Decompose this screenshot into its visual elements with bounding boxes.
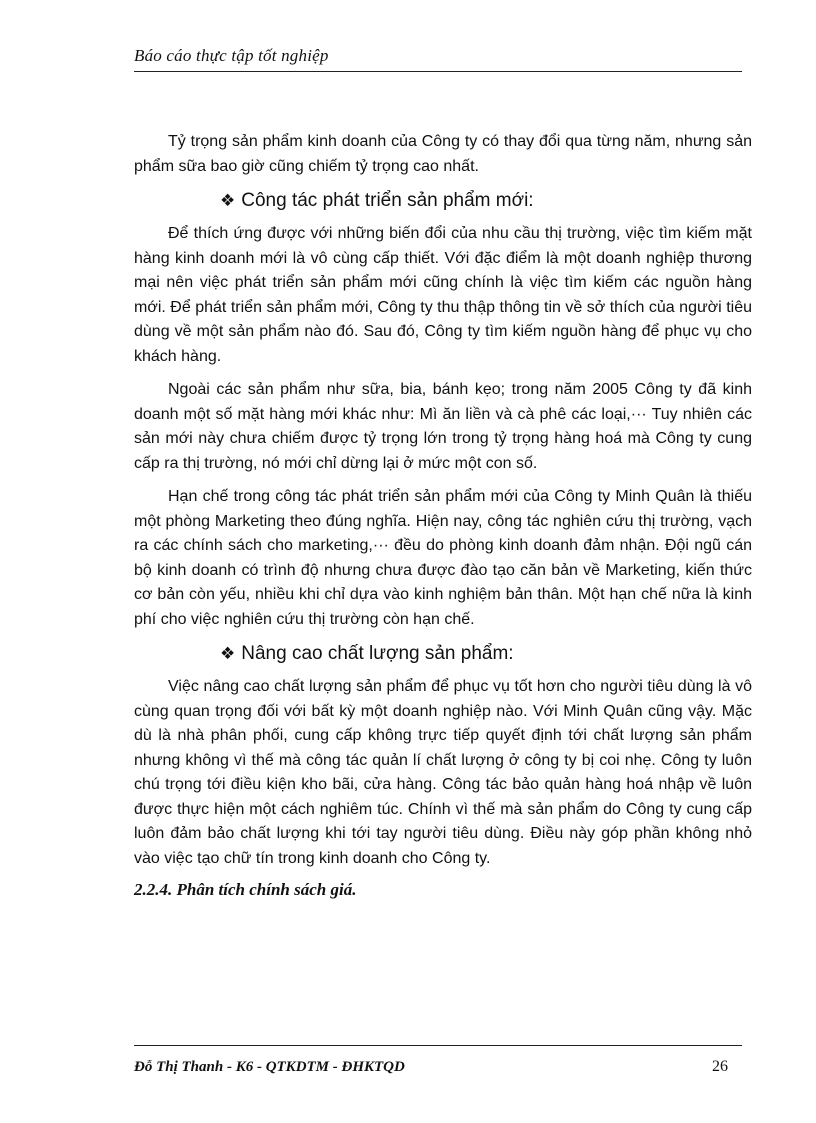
page-header-title: Báo cáo thực tập tốt nghiệp [134,46,329,65]
footer-divider [134,1045,742,1046]
diamond-bullet-icon: ❖ [220,644,236,664]
page-body [134,130,752,900]
heading-new-product-development [220,188,752,214]
section-heading-pricing: 2.2.4. Phân tích chính sách giá. [134,880,357,899]
paragraph-product-share: Tỷ trọng sản phẩm kinh doanh của Công ty có thay đổi qua từng năm, nhưng sản phẩm sữa bao giờ cũng chiếm tỷ trọng cao nhất. [134,133,752,175]
diamond-bullet-icon: ❖ [220,191,236,211]
paragraph-market-adaptation: Để thích ứng được với những biến đổi của nhu cầu thị trường, việc tìm kiếm mặt hàng kinh doanh mới là vô cùng cấp thiết. Với đặc điểm là một doanh nghiệp thương mại nên việc phát triển sản phẩm mới cũng chính là việc tìm kiếm các nguồn hàng mới. Để phát triển sản phẩm mới, Công ty thu thập thông tin về sở thích của người tiêu dùng về một sản phẩm nào đó. Sau đó, Công ty tìm kiếm nguồn hàng để phục vụ cho khách hàng. [134,225,752,365]
heading-text: Công tác phát triển sản phẩm mới: [241,190,534,211]
page-number: 26 [712,1058,728,1075]
paragraph-new-products: Ngoài các sản phẩm như sữa, bia, bánh kẹo; trong năm 2005 Công ty đã kinh doanh một số mặt hàng mới khác như: Mì ăn liền và cà phê các loại,··· Tuy nhiên các sản mới này chưa chiếm được tỷ trọng lớn trong tỷ trọng hàng hoá mà Công ty cung cấp ra thị trường, nó mới chỉ dừng lại ở mức một con số. [134,381,752,472]
paragraph-limitations: Hạn chế trong công tác phát triển sản phẩm mới của Công ty Minh Quân là thiếu một phòng Marketing theo đúng nghĩa. Hiện nay, công tác nghiên cứu thị trường, vạch ra các chính sách cho marketing,··· đều do phòng kinh doanh đảm nhận. Đội ngũ cán bộ kinh doanh có trình độ nhưng chưa được đào tạo căn bản về Marketing, kiến thức cơ bản còn yếu, nhiều khi chỉ dựa vào kinh nghiệm bản thân. Một hạn chế nữa là kinh phí cho việc nghiên cứu thị trường còn hạn chế. [134,488,752,628]
paragraph-quality: Việc nâng cao chất lượng sản phẩm để phục vụ tốt hơn cho người tiêu dùng là vô cùng quan trọng đối với bất kỳ một doanh nghiệp nào. Với Minh Quân cũng vậy. Mặc dù là nhà phân phối, cung cấp không trực tiếp quyết định tới chất lượng sản phẩm nhưng không vì thế mà công tác quản lí chất lượng ở công ty bị coi nhẹ. Công ty luôn chú trọng tới điều kiện kho bãi, cửa hàng. Công tác bảo quản hàng hoá nhập về luôn được thực hiện một cách nghiêm túc. Chính vì thế mà sản phẩm do Công ty cung cấp luôn đảm bảo chất lượng khi tới tay người tiêu dùng. Điều này góp phần không nhỏ vào việc tạo chữ tín trong kinh doanh cho Công ty. [134,678,752,867]
header-divider [134,71,742,72]
footer-author: Đỗ Thị Thanh - K6 - QTKDTM - ĐHKTQD [134,1059,405,1075]
heading-quality-improvement [220,641,752,667]
heading-text: Nâng cao chất lượng sản phẩm: [241,643,514,664]
